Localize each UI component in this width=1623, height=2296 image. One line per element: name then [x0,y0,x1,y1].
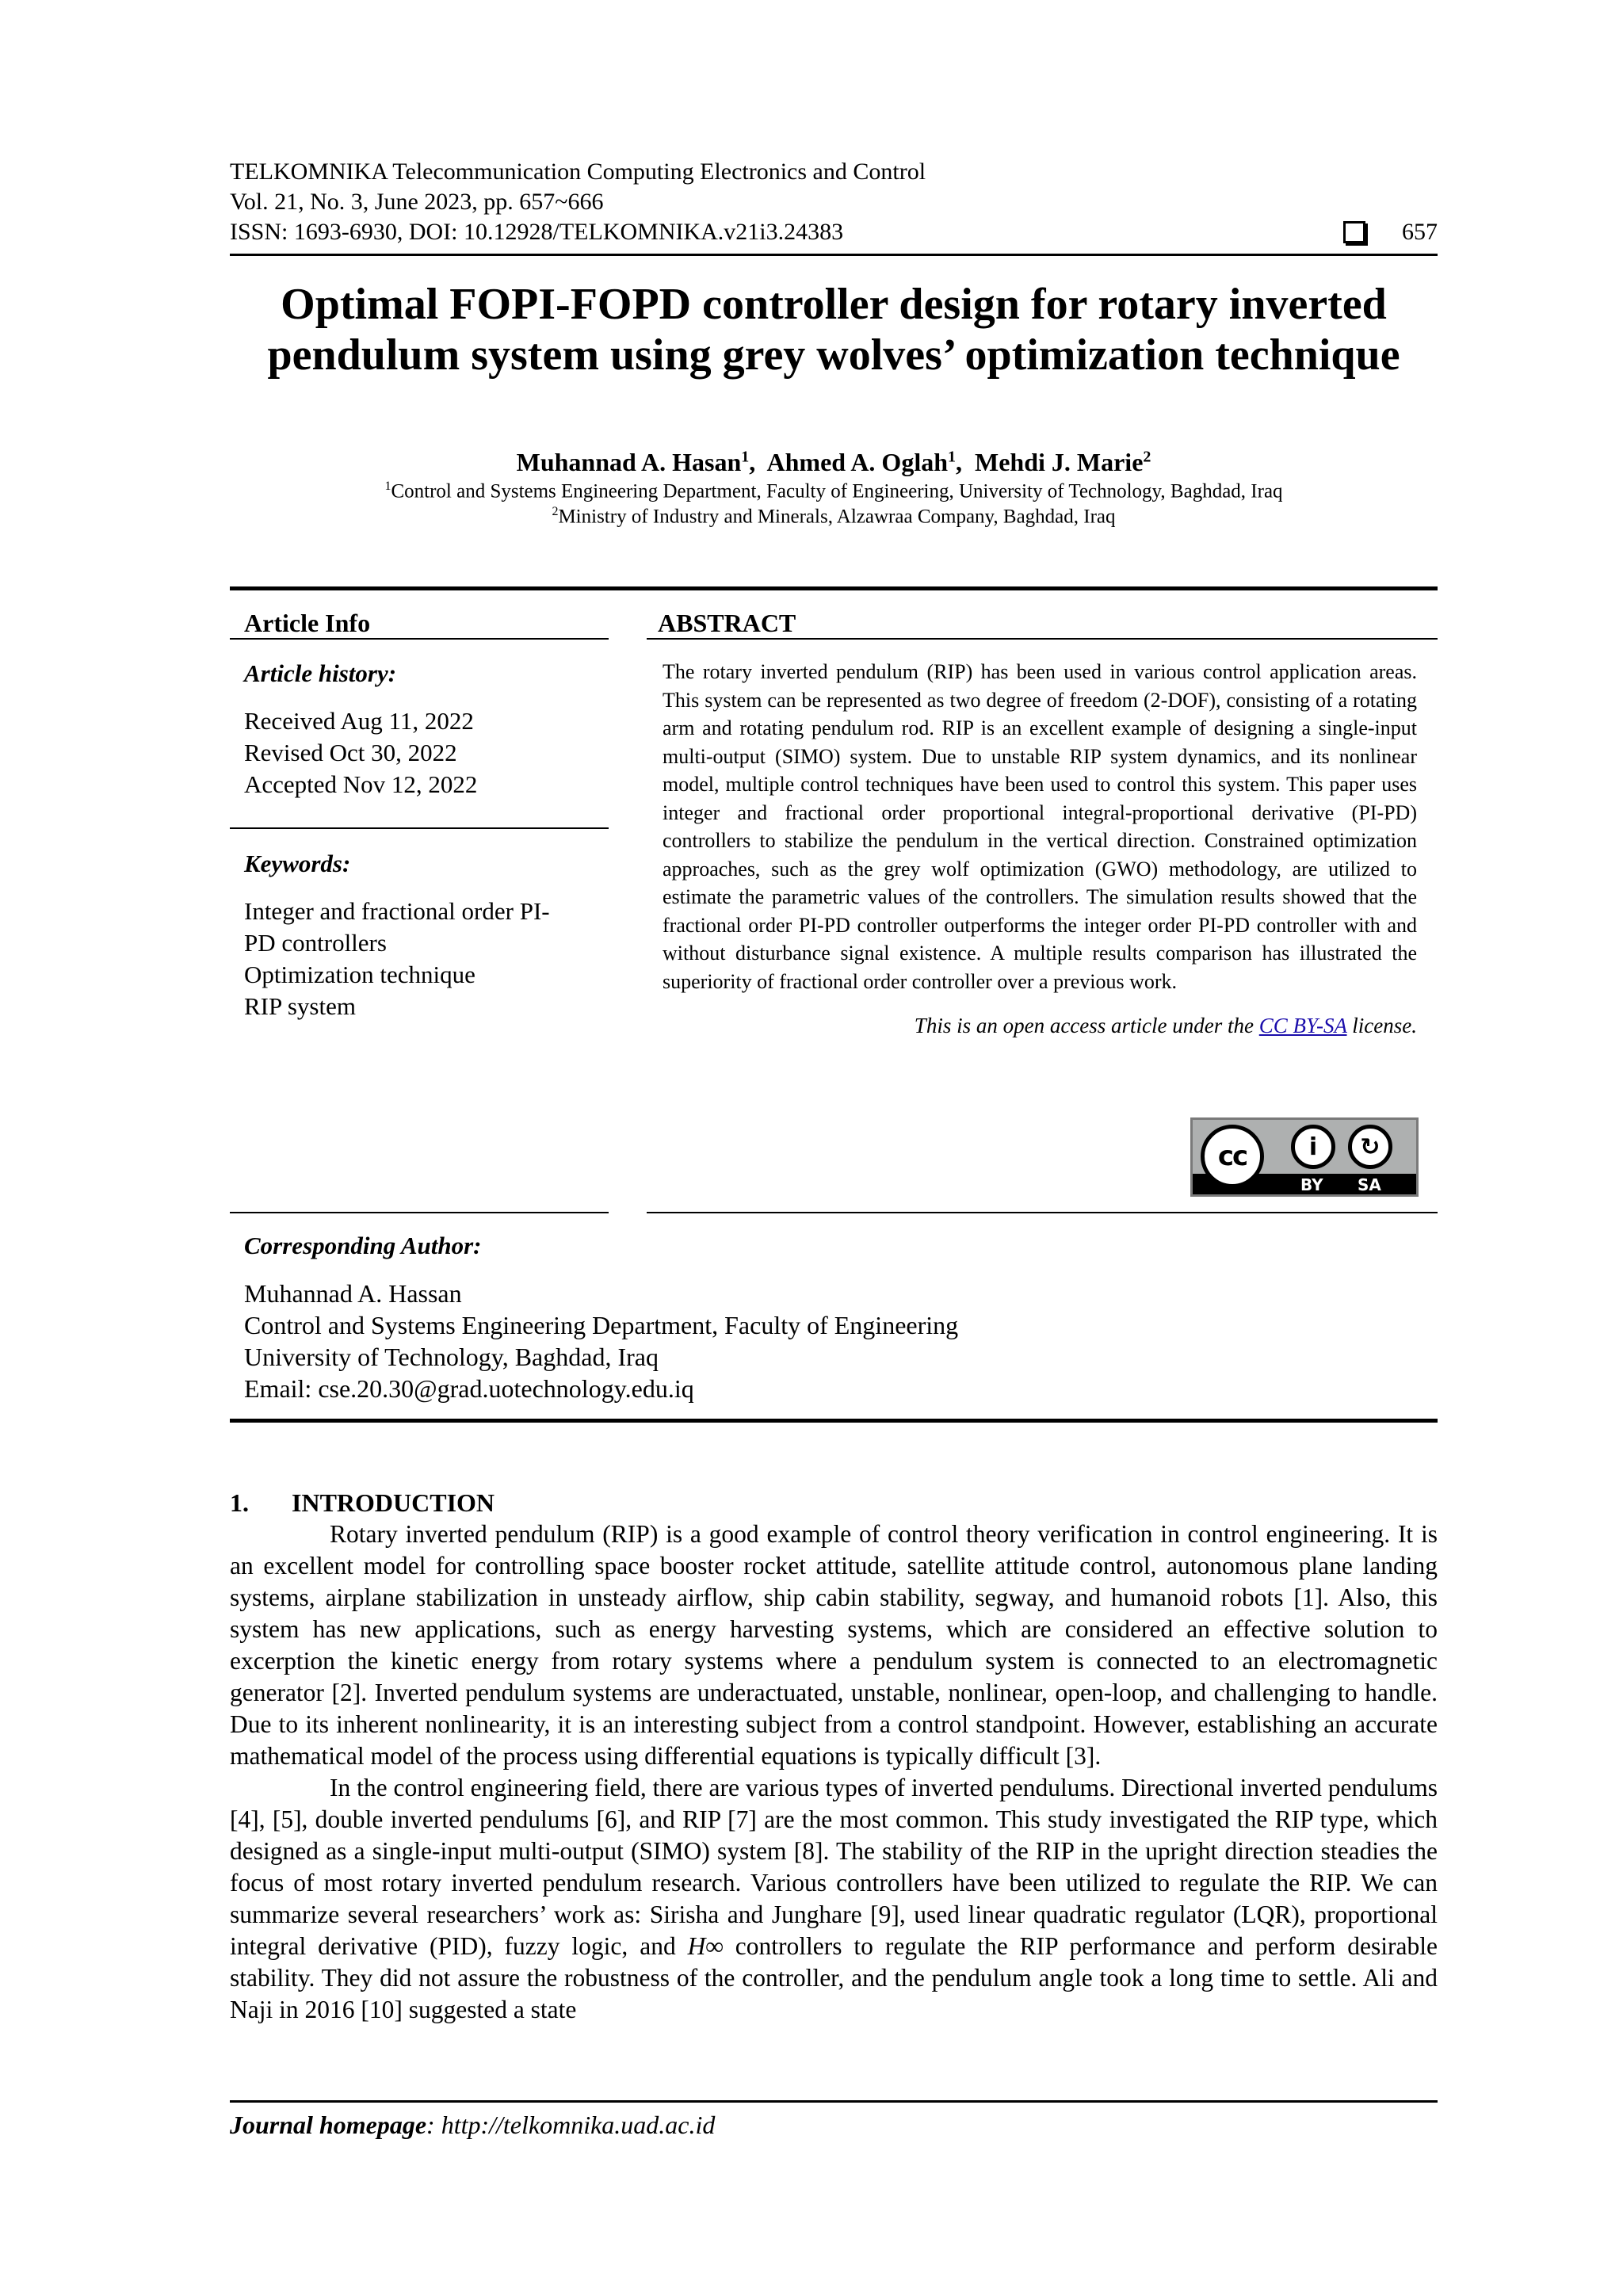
corresponding-email: Email: cse.20.30@grad.uotechnology.edu.iq [244,1374,694,1403]
license-line: This is an open access article under the CC BY-SA license. [914,1014,1417,1037]
homepage-url[interactable]: : http://telkomnika.uad.ac.id [426,2111,716,2139]
header-issn-row [230,217,1438,247]
infobox-top-rule [230,586,1438,590]
abstract-heading: ABSTRACT [658,609,796,637]
sa-label: SA [1358,1175,1381,1194]
share-alike-icon: ↻ [1348,1125,1392,1169]
abstract-text: The rotary inverted pendulum (RIP) has been used in various control application areas. This system can be represented as two degree of freedom (2-DOF), consisting of a rotating arm and rotating pendulum rod. RIP is an excellent example of designing a single-input multi-output (SIMO) system. Due to unstable RIP system dynamics, and its nonlinear model, multiple control techniques have been used to control this system. This paper uses integer and fractional order proportional integral-proportional derivative (PI-PD) controllers to stabilize the pendulum in the vertical direction. Constrained optimization approaches, such as the grey wolf optimization (GWO) methodology, are utilized to estimate the parametric values of the controllers. The simulation results showed that the fractional order PI-PD controller outperforms the integer order PI-PD controller with and without disturbance signal existence. A multiple results comparison has illustrated the superiority of fractional order controller over a previous work. [663,660,1417,993]
author-2: Ahmed A. Oglah$^1$ [766,447,956,476]
corresponding-dept: Control and Systems Engineering Department, Faculty of Engineering [244,1311,959,1339]
journal-homepage: Journal homepage: http://telkomnika.uad.ac.id [230,2111,716,2139]
keyword-line: RIP system [244,992,356,1020]
cc-by-sa-link[interactable]: CC BY-SA [1258,1014,1347,1037]
accepted-date: Accepted Nov 12, 2022 [244,770,478,798]
corresponding-heading: Corresponding Author: [244,1232,482,1259]
keyword-line: Integer and fractional order PI- [244,897,550,925]
corresponding-univ: University of Technology, Baghdad, Iraq [244,1343,659,1371]
keywords-rule [230,827,609,829]
right-bottom-rule [647,1212,1438,1213]
paper-title [230,279,1438,380]
intro-paragraph-2: In the control engineering field, there are various types of inverted pendulums. Directional inverted pendulums [4], [5], double inverted pendulums [6], and RIP [7] are the most common. This study investigated the RIP type, which designed as a single-input multi-output (SIMO) system [8]. The stability of the RIP in the upright direction steadies the focus of most rotary inverted pendulum research. Various controllers have been utilized to regulate the RIP. We can summarize several researchers’ work as: Sirisha and Junghare [9], used linear quadratic regulator (LQR), proportional integral derivative (PID), fuzzy logic, and H∞ controllers to regulate the RIP performance and perform desirable stability. They did not assure the robustness of the controller, and the pendulum angle took a long time to settle. Ali and Naji in 2016 [10] suggested a state [230,1774,1438,2023]
affiliation-1: $^1$Control and Systems Engineering Department, Faculty of Engineering, University of Technology, Baghdad, Iraq [384,479,1283,502]
corresponding-author [230,1230,1438,1404]
journal-volume: Vol. 21, No. 3, June 2023, pp. 657~666 [230,189,604,215]
corresponding-name: Muhannad A. Hassan [244,1279,462,1308]
received-date: Received Aug 11, 2022 [244,707,474,735]
keywords-heading: Keywords: [244,850,351,877]
footer-rule [230,2100,1438,2103]
cc-icon: cc [1201,1125,1264,1188]
journal-issn: ISSN: 1693-6930, DOI: 10.12928/TELKOMNIKA.v21i3.24383 [230,219,844,245]
journal-name: TELKOMNIKA Telecommunication Computing Electronics and Control [230,159,926,185]
header-rule [230,254,1438,256]
title-line-2: pendulum system using grey wolves’ optimization technique [267,330,1400,380]
checkbox-square-icon [1343,221,1365,243]
by-label: BY [1300,1175,1323,1194]
author-list: Muhannad A. Hasan$^1$, Ahmed A. Oglah$^1$, Mehdi J. Marie$^2$ [516,447,1151,476]
cc-by-sa-badge[interactable] [1190,1117,1419,1197]
page-number: 657 [1402,219,1438,245]
infobox-bottom-rule [230,1419,1438,1423]
keyword-line: PD controllers [244,929,387,957]
title-line-1: Optimal FOPI-FOPD controller design for rotary inverted [281,280,1387,329]
keywords-block [230,848,609,1022]
article-info-heading: Article Info [244,609,371,637]
author-1: Muhannad A. Hasan$^1$ [516,447,750,476]
history-heading: Article history: [244,659,397,687]
author-3: Mehdi J. Marie$^2$ [975,447,1151,476]
revised-date: Revised Oct 30, 2022 [244,739,457,766]
affiliation-2: $^2$Ministry of Industry and Minerals, Alzawraa Company, Baghdad, Iraq [552,505,1116,528]
keyword-line: Optimization technique [244,961,475,988]
introduction-section [230,1487,1438,2026]
article-history [230,658,609,800]
intro-paragraph-1: Rotary inverted pendulum (RIP) is a good example of control theory verification in control engineering. It is an excellent model for controlling space booster rocket attitude, satellite attitude control, autonomous plane landing systems, airplane stabilization in unsteady airflow, ship cabin stability, segway, and humanoid robots [1]. Also, this system has new applications, such as energy harvesting systems, which are considered an effective solution to excerption the kinetic energy from rotary systems where a pendulum system is connected to an electromagnetic generator [2]. Inverted pendulum systems are underactuated, unstable, nonlinear, open-loop, and challenging to handle. Due to its inherent nonlinearity, it is an interesting subject from a control standpoint. However, establishing an accurate mathematical model of the process using differential equations is typically difficult [3]. [230,1520,1438,1770]
abstract-block [647,658,1438,1040]
section-heading: 1. INTRODUCTION [230,1488,495,1517]
attribution-person-icon: i [1291,1125,1335,1169]
left-bottom-rule [230,1212,609,1213]
